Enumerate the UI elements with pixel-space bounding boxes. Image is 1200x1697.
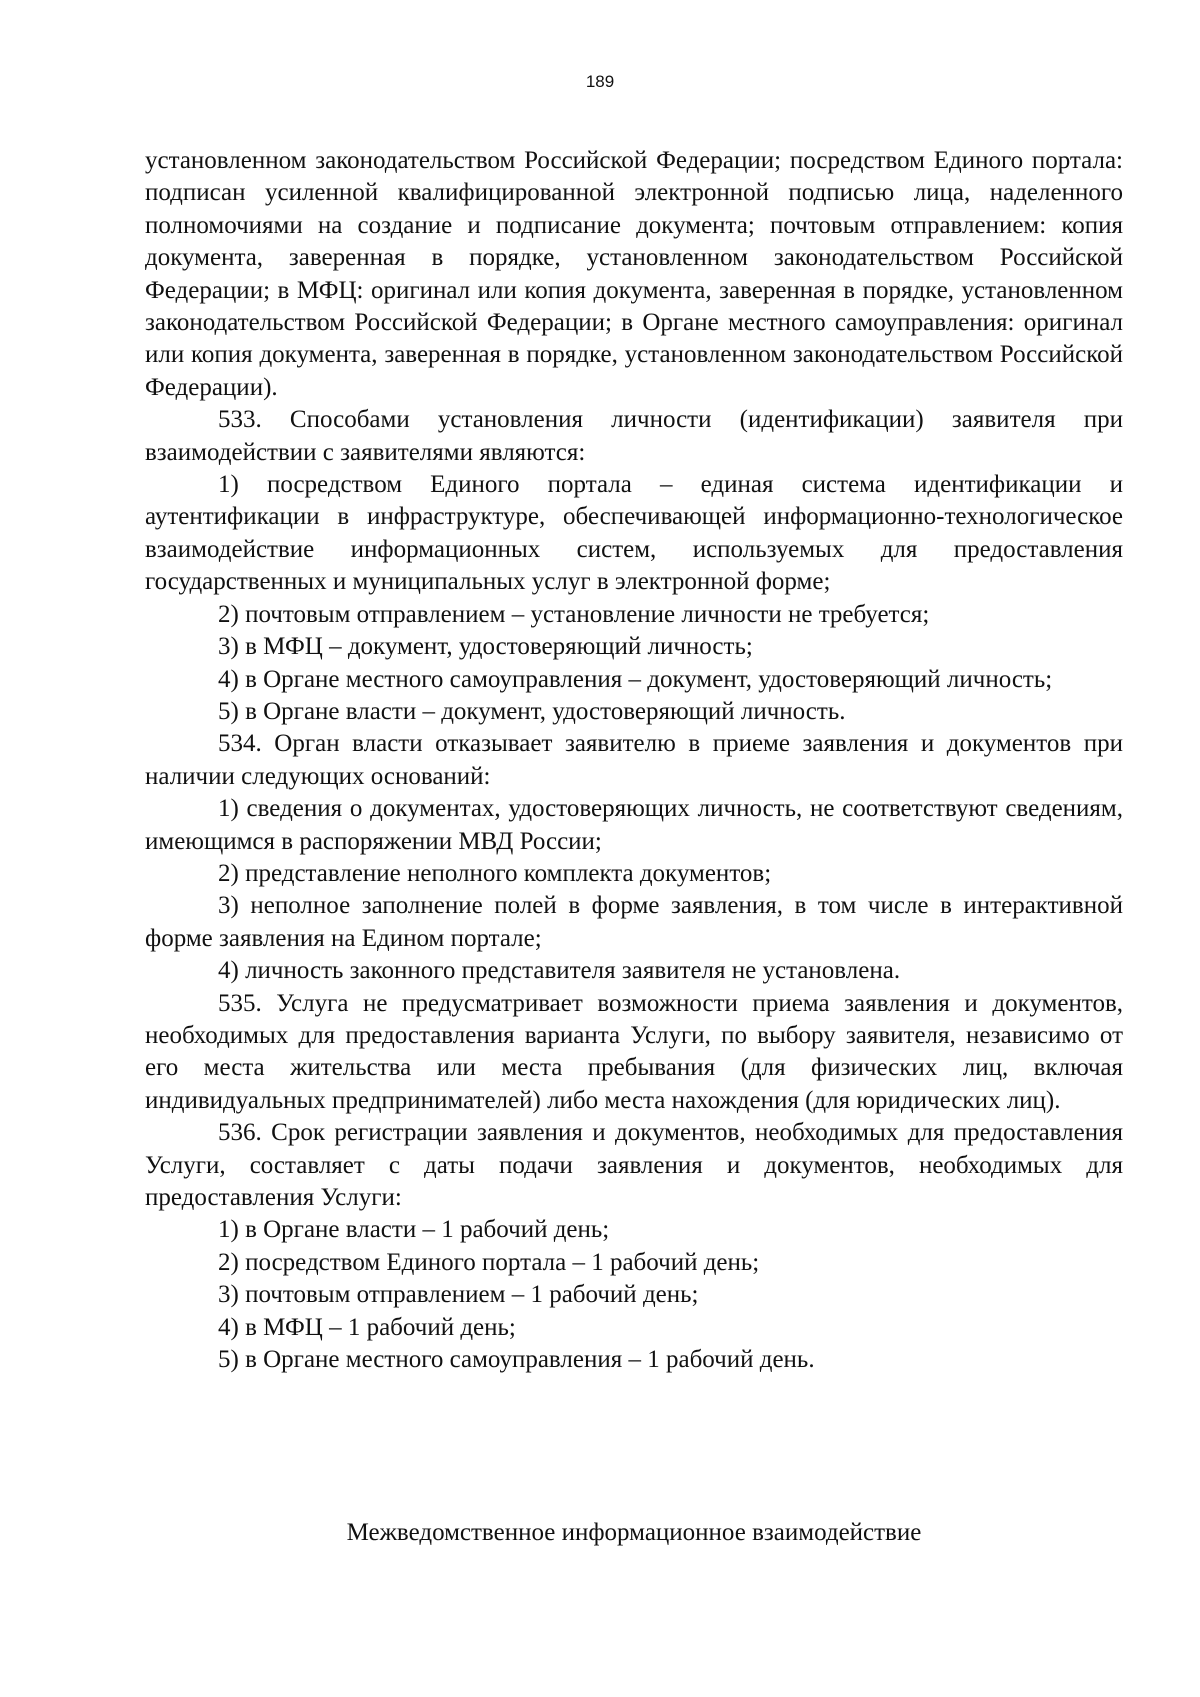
paragraph-533: 533. Способами установления личности (идентификации) заявителя при взаимодействии с заявителями являются: (145, 406, 1123, 466)
list-item-536-2: 2) посредством Единого портала – 1 рабочий день; (218, 1248, 760, 1276)
list-item-534-4: 4) личность законного представителя заявителя не установлена. (218, 957, 901, 985)
page-number: 189 (585, 72, 615, 91)
paragraph-continuation: установленном законодательством Российской Федерации; посредством Единого портала: подписан усиленной квалифицированной электронной подписью лица, наделенного полномочиями на создание и подписание документа; почтовым отправлением: копия документа, заверенная в порядке, установленном законодательством Российской Федерации; в МФЦ: оригинал или копия документа, заверенная в порядке, установленном законодательством Российской Федерации; в Органе местного самоуправления: оригинал или копия документа, заверенная в порядке, установленном законодательством Российской Федерации). (145, 147, 1123, 401)
list-item-534-1: 1) сведения о документах, удостоверяющих личность, не соответствуют сведениям, имеющимся в распоряжении МВД России; (145, 795, 1123, 855)
list-item-533-3: 3) в МФЦ – документ, удостоверяющий личность; (218, 633, 753, 661)
list-item-534-3: 3) неполное заполнение полей в форме заявления, в том числе в интерактивной форме заявления на Едином портале; (145, 892, 1123, 952)
list-item-533-2: 2) почтовым отправлением – установление личности не требуется; (218, 600, 930, 628)
list-item-533-5: 5) в Органе власти – документ, удостоверяющий личность. (218, 697, 846, 725)
list-item-533-4: 4) в Органе местного самоуправления – документ, удостоверяющий личность; (218, 665, 1053, 693)
list-item-536-4: 4) в МФЦ – 1 рабочий день; (218, 1313, 516, 1341)
section-heading: Межведомственное информационное взаимодействие (346, 1519, 922, 1546)
paragraph-535: 535. Услуга не предусматривает возможности приема заявления и документов, необходимых для предоставления варианта Услуги, по выбору заявителя, независимо от его места жительства или места пребывания (для физических лиц, включая индивидуальных предпринимателей) либо места нахождения (для юридических лиц). (145, 989, 1123, 1114)
list-item-536-3: 3) почтовым отправлением – 1 рабочий день; (218, 1281, 699, 1309)
list-item-533-1: 1) посредством Единого портала – единая система идентификации и аутентификации в инфраструктуре, обеспечивающей информационно-технологическое взаимодействие информационных систем, используемых для предоставления государственных и муниципальных услуг в электронной форме; (145, 471, 1123, 596)
list-item-536-1: 1) в Органе власти – 1 рабочий день; (218, 1216, 610, 1244)
paragraph-536: 536. Срок регистрации заявления и документов, необходимых для предоставления Услуги, составляет с даты подачи заявления и документов, необходимых для предоставления Услуги: (145, 1119, 1123, 1211)
list-item-534-2: 2) представление неполного комплекта документов; (218, 859, 772, 887)
list-item-536-5: 5) в Органе местного самоуправления – 1 рабочий день. (218, 1346, 815, 1374)
paragraph-534: 534. Орган власти отказывает заявителю в приеме заявления и документов при наличии следующих оснований: (145, 730, 1123, 790)
document-body (145, 145, 1123, 1376)
